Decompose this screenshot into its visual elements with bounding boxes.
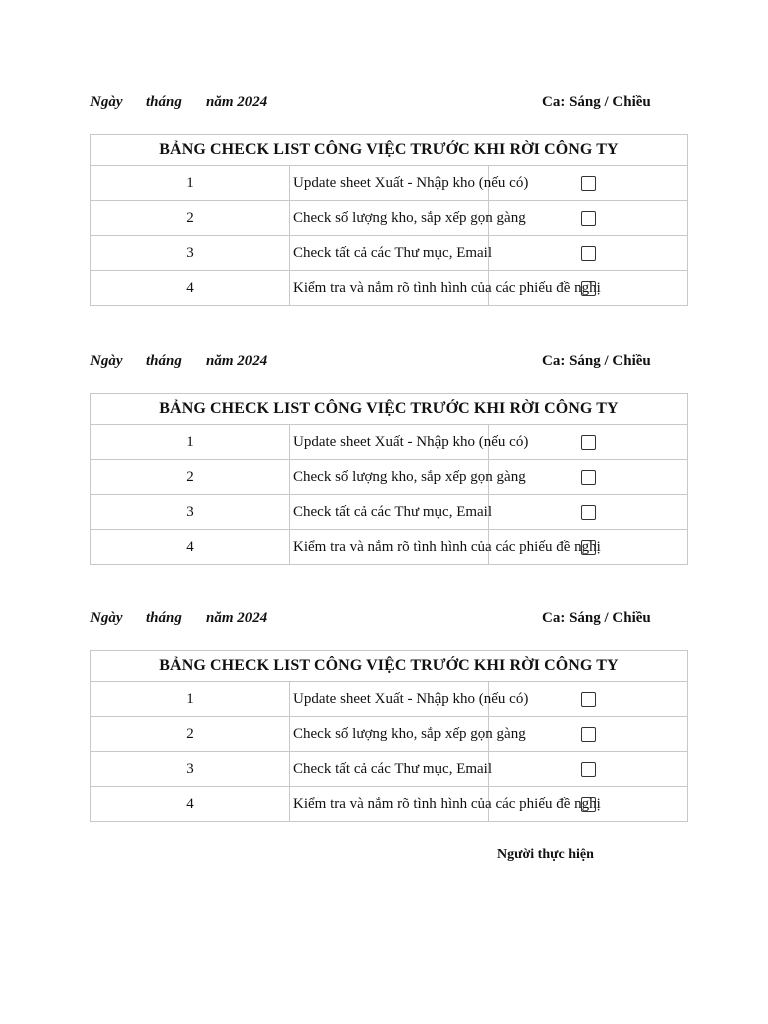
date-month: tháng (146, 94, 182, 110)
date-year: năm 2024 (206, 353, 268, 369)
table-title-row (91, 135, 688, 166)
date-day: Ngày (90, 610, 123, 626)
date-day: Ngày (90, 353, 123, 369)
table-row (91, 495, 688, 530)
table-row (91, 752, 688, 787)
row-number: 2 (91, 717, 290, 752)
section-header (90, 610, 688, 634)
table-row (91, 166, 688, 201)
checkbox-icon[interactable] (581, 727, 596, 742)
table-row (91, 530, 688, 565)
row-task: Kiểm tra và nắm rõ tình hình của các phiếu đề nghị (290, 271, 489, 306)
table-row (91, 271, 688, 306)
row-number: 3 (91, 752, 290, 787)
shift-label: Ca: Sáng / Chiều (542, 610, 651, 626)
row-checkbox-cell (489, 752, 688, 787)
row-task: Check số lượng kho, sắp xếp gọn gàng (290, 717, 489, 752)
table-row (91, 787, 688, 822)
row-task: Update sheet Xuất - Nhập kho (nếu có) (290, 166, 489, 201)
checkbox-icon[interactable] (581, 762, 596, 777)
shift-label: Ca: Sáng / Chiều (542, 353, 651, 369)
table-title: BẢNG CHECK LIST CÔNG VIỆC TRƯỚC KHI RỜI CÔNG TY (91, 394, 688, 425)
shift-label: Ca: Sáng / Chiều (542, 94, 651, 110)
date-line (90, 610, 267, 627)
checkbox-icon[interactable] (581, 211, 596, 226)
row-task: Check tất cả các Thư mục, Email (290, 752, 489, 787)
table-title-row (91, 651, 688, 682)
row-number: 3 (91, 495, 290, 530)
row-number: 4 (91, 787, 290, 822)
row-number: 1 (91, 682, 290, 717)
section-header (90, 353, 688, 377)
checklist-table (90, 134, 688, 306)
row-number: 4 (91, 530, 290, 565)
date-month: tháng (146, 353, 182, 369)
row-number: 3 (91, 236, 290, 271)
row-number: 1 (91, 425, 290, 460)
row-number: 2 (91, 460, 290, 495)
row-task: Check tất cả các Thư mục, Email (290, 495, 489, 530)
row-task: Update sheet Xuất - Nhập kho (nếu có) (290, 682, 489, 717)
checkbox-icon[interactable] (581, 246, 596, 261)
row-checkbox-cell (489, 495, 688, 530)
table-row (91, 682, 688, 717)
table-row (91, 425, 688, 460)
checklist-table (90, 650, 688, 822)
row-task: Check số lượng kho, sắp xếp gọn gàng (290, 201, 489, 236)
row-task: Check tất cả các Thư mục, Email (290, 236, 489, 271)
checkbox-icon[interactable] (581, 692, 596, 707)
date-year: năm 2024 (206, 610, 268, 626)
checkbox-icon[interactable] (581, 470, 596, 485)
table-row (91, 460, 688, 495)
date-line (90, 353, 267, 370)
table-row (91, 201, 688, 236)
checkbox-icon[interactable] (581, 540, 596, 555)
row-number: 2 (91, 201, 290, 236)
signer-label: Người thực hiện (497, 847, 594, 862)
table-title: BẢNG CHECK LIST CÔNG VIỆC TRƯỚC KHI RỜI CÔNG TY (91, 651, 688, 682)
row-task: Kiểm tra và nắm rõ tình hình của các phiếu đề nghị (290, 530, 489, 565)
row-checkbox-cell (489, 236, 688, 271)
checkbox-icon[interactable] (581, 797, 596, 812)
table-row (91, 236, 688, 271)
checkbox-icon[interactable] (581, 281, 596, 296)
checkbox-icon[interactable] (581, 505, 596, 520)
table-row (91, 717, 688, 752)
row-task: Update sheet Xuất - Nhập kho (nếu có) (290, 425, 489, 460)
row-task: Kiểm tra và nắm rõ tình hình của các phiếu đề nghị (290, 787, 489, 822)
checklist-section (90, 94, 688, 296)
checkbox-icon[interactable] (581, 176, 596, 191)
checklist-table (90, 393, 688, 565)
table-title-row (91, 394, 688, 425)
checklist-section (90, 610, 688, 812)
row-number: 1 (91, 166, 290, 201)
section-header (90, 94, 688, 118)
table-title: BẢNG CHECK LIST CÔNG VIỆC TRƯỚC KHI RỜI CÔNG TY (91, 135, 688, 166)
date-line (90, 94, 267, 111)
checkbox-icon[interactable] (581, 435, 596, 450)
row-task: Check số lượng kho, sắp xếp gọn gàng (290, 460, 489, 495)
date-month: tháng (146, 610, 182, 626)
row-number: 4 (91, 271, 290, 306)
checklist-section (90, 353, 688, 555)
date-year: năm 2024 (206, 94, 268, 110)
date-day: Ngày (90, 94, 123, 110)
